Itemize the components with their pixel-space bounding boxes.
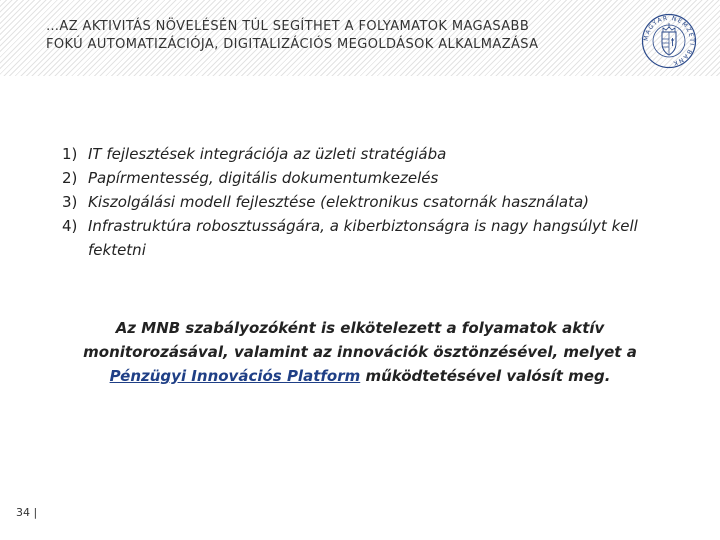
list-item [62,166,682,190]
list-text: Kiszolgálási modell fejlesztése (elektronikus csatornák használata) [88,193,590,211]
statement-line-1: Az MNB szabályozóként is elkötelezett a folyamatok aktív [115,319,605,337]
mnb-seal-icon [641,13,697,69]
page-title [46,18,646,54]
list-text: IT fejlesztések integrációja az üzleti stratégiába [88,145,447,163]
list-item [62,214,682,262]
title-line-2: FOKÚ AUTOMATIZÁCIÓJA, DIGITALIZÁCIÓS MEGOLDÁSOK ALKALMAZÁSA [46,37,539,52]
innovation-platform-link[interactable]: Pénzügyi Innovációs Platform [109,367,361,385]
seal-text: MAGYAR NEMZETI BANK [642,14,696,67]
statement-line-2: monitorozásával, valamint az innovációk ösztönzésével, melyet a [83,343,637,361]
list-number: 3) [62,193,78,211]
statement-line-3 [70,364,650,388]
list-item [62,142,682,166]
list-text: Infrastruktúra robosztusságára, a kiberbiztonságra is nagy hangsúlyt kell fektetni [88,217,638,259]
list-number: 4) [62,217,78,235]
numbered-list [62,142,682,262]
list-number: 1) [62,145,78,163]
statement-line-3-tail: működtetésével valósít meg. [360,367,611,385]
title-line-1: …AZ AKTIVITÁS NÖVELÉSÉN TÚL SEGÍTHET A FOLYAMATOK MAGASABB [46,19,530,34]
slide-header [0,0,720,76]
list-number: 2) [62,169,78,187]
list-item [62,190,682,214]
page-number: 34 | [16,506,38,519]
list-text: Papírmentesség, digitális dokumentumkezelés [88,169,439,187]
mnb-statement [70,316,650,388]
